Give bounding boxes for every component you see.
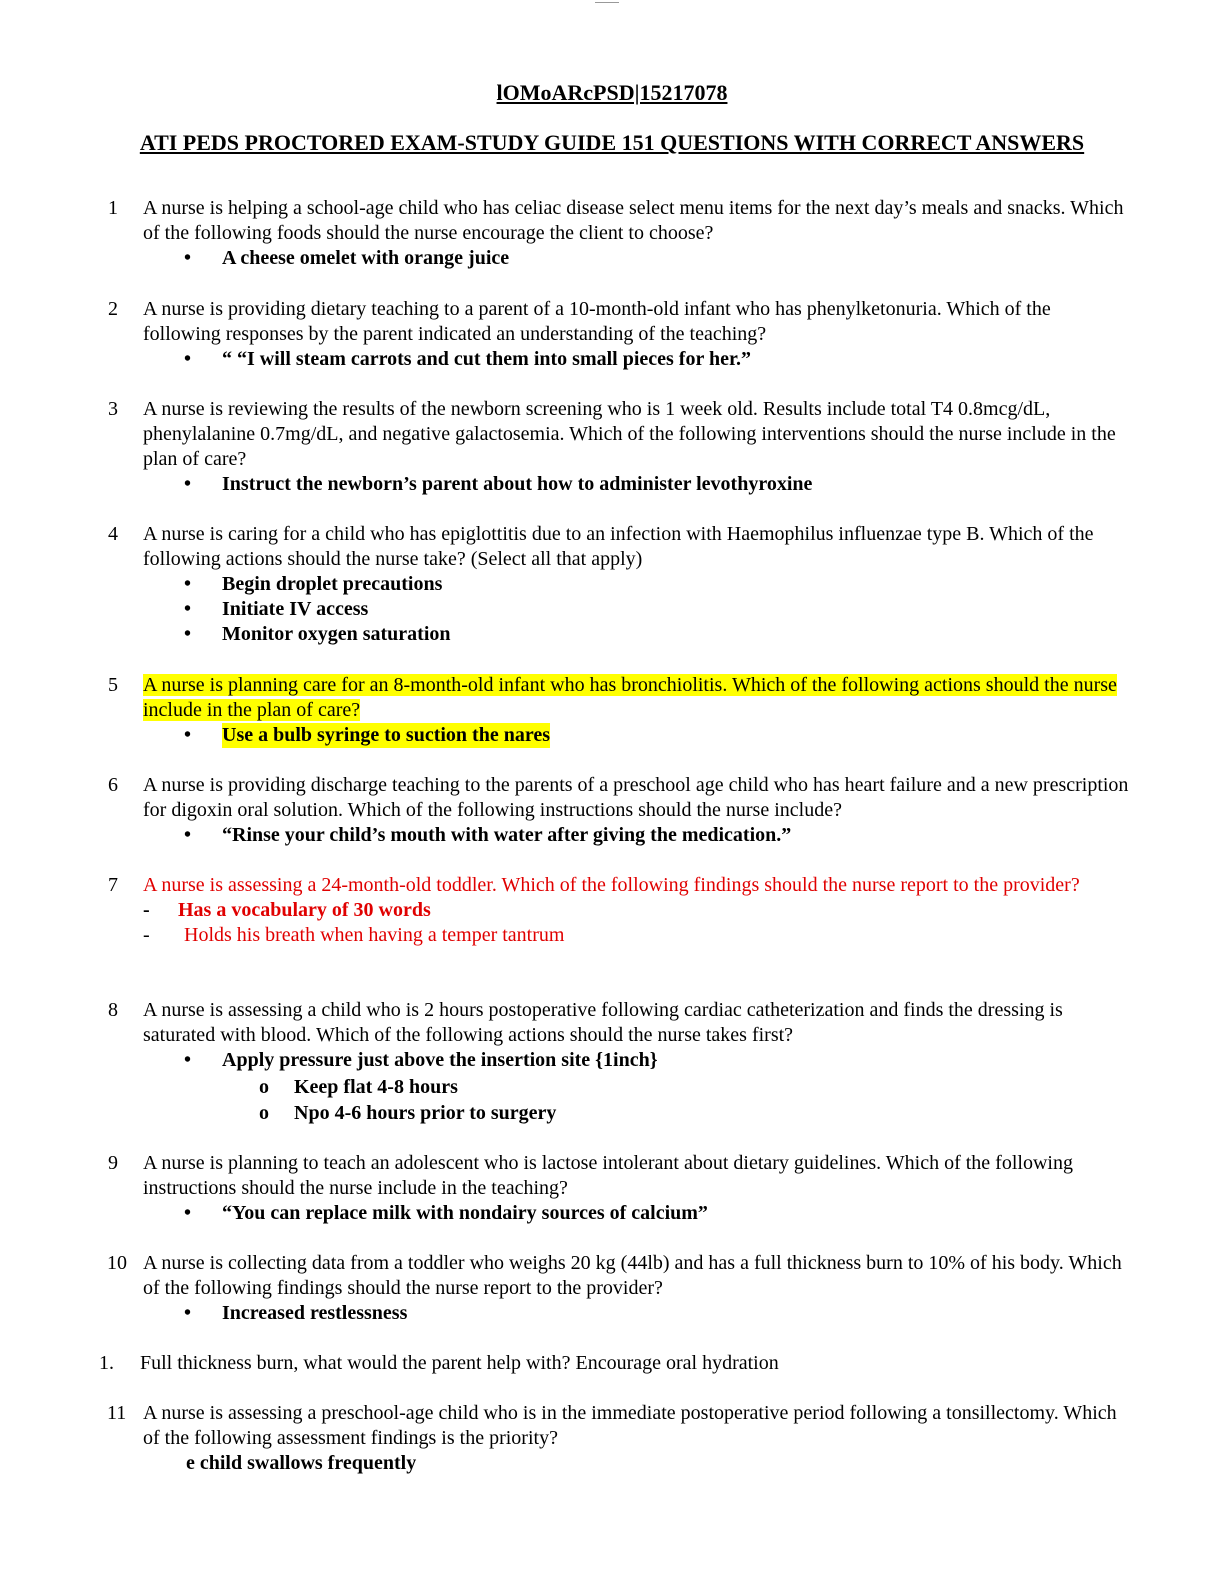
question-number: 10 <box>107 1252 127 1274</box>
question-number: 5 <box>108 674 118 696</box>
question-text: A nurse is collecting data from a toddler who weighs 20 kg (44lb) and has a full thickness burn to 10% of his body. Which of the following findings should the nurse report to the provider? <box>143 1252 1122 1299</box>
page-top-mark <box>595 0 619 3</box>
question-text: A nurse is providing discharge teaching to the parents of a preschool age child who has heart failure and a new prescription for digoxin oral solution. Which of the following instructions should the nurse include? <box>143 774 1129 821</box>
question-number: 7 <box>108 874 118 896</box>
answer-text: A cheese omelet with orange juice <box>222 247 510 269</box>
answer-item <box>0 246 1224 271</box>
question-5 <box>0 673 1224 748</box>
answer-item <box>0 823 1224 848</box>
question-11 <box>0 1401 1224 1476</box>
answer-item <box>0 1048 1224 1073</box>
answer-item <box>0 622 1224 647</box>
question-number: 2 <box>108 298 118 320</box>
answer-item <box>0 1201 1224 1226</box>
answer-text: Apply pressure just above the insertion site {1inch} <box>222 1049 658 1071</box>
highlighted-text: A nurse is planning care for an 8-month-old infant who has bronchiolitis. Which of the following actions should the nurse include in the plan of care? <box>143 674 1117 721</box>
question-9 <box>0 1151 1224 1226</box>
bullet-icon: • <box>184 348 192 370</box>
answer-text: Monitor oxygen saturation <box>222 623 451 645</box>
question-text: A nurse is reviewing the results of the newborn screening who is 1 week old. Results include total T4 0.8mcg/dL, phenylalanine 0.7mg/dL, and negative galactosemia. Which of the following interventions should the nurse include in the plan of care? <box>143 398 1116 470</box>
sub-answer-item <box>0 1101 1224 1126</box>
answer-text: Instruct the newborn’s parent about how to administer levothyroxine <box>222 473 813 495</box>
question-number: 9 <box>108 1152 118 1174</box>
question-number: 4 <box>108 523 118 545</box>
document-title: ATI PEDS PROCTORED EXAM-STUDY GUIDE 151 QUESTIONS WITH CORRECT ANSWERS <box>139 130 1085 155</box>
dash-icon: - <box>143 924 150 946</box>
circle-icon: o <box>259 1076 269 1098</box>
bullet-icon: • <box>184 1202 192 1224</box>
question-7 <box>0 873 1224 948</box>
question-text: A nurse is assessing a 24-month-old toddler. Which of the following findings should the nurse report to the provider? <box>143 874 1080 896</box>
answer-text: Begin droplet precautions <box>222 573 443 595</box>
question-4 <box>0 522 1224 647</box>
bullet-icon: • <box>184 598 192 620</box>
question-text <box>143 673 1133 723</box>
question-2 <box>0 297 1224 372</box>
question-10 <box>0 1251 1224 1326</box>
question-text: A nurse is assessing a child who is 2 hours postoperative following cardiac catheterization and finds the dressing is saturated with blood. Which of the following actions should the nurse takes first? <box>143 999 1063 1046</box>
answer-text: “You can replace milk with nondairy sources of calcium” <box>222 1202 708 1224</box>
question-number: 1 <box>108 197 118 219</box>
question-number: 6 <box>108 774 118 796</box>
answer-text: “ “I will steam carrots and cut them into small pieces for her.” <box>222 348 752 370</box>
bullet-icon: • <box>184 247 192 269</box>
bullet-icon: • <box>184 473 192 495</box>
answer-item <box>0 898 1224 923</box>
question-text: A nurse is providing dietary teaching to a parent of a 10-month-old infant who has phenylketonuria. Which of the following responses by the parent indicated an understanding of the teaching? <box>143 298 1051 345</box>
answer-item <box>0 923 1224 948</box>
dash-icon: - <box>143 899 150 921</box>
circle-icon: o <box>259 1102 269 1124</box>
question-number: 3 <box>108 398 118 420</box>
question-3 <box>0 397 1224 497</box>
answer-text: Holds his breath when having a temper tantrum <box>184 924 565 946</box>
question-text: A nurse is helping a school-age child who has celiac disease select menu items for the next day’s meals and snacks. Which of the following foods should the nurse encourage the client to choose? <box>143 197 1124 244</box>
answer-text: Keep flat 4-8 hours <box>294 1076 458 1098</box>
answer-item <box>0 347 1224 372</box>
answer-text: Npo 4-6 hours prior to surgery <box>294 1102 557 1124</box>
bullet-icon: • <box>184 573 192 595</box>
answer-text: Initiate IV access <box>222 598 369 620</box>
answer-text: Has a vocabulary of 30 words <box>178 899 431 921</box>
answer-text: Use a bulb syringe to suction the nares <box>222 724 550 746</box>
bullet-icon: • <box>184 1049 192 1071</box>
bullet-icon: • <box>184 1302 192 1324</box>
answer-item <box>0 1301 1224 1326</box>
question-text: A nurse is assessing a preschool-age child who is in the immediate postoperative period following a tonsillectomy. Which of the following assessment findings is the priority? <box>143 1402 1117 1449</box>
document-id: lOMoARcPSD|15217078 <box>496 80 728 105</box>
question-8 <box>0 998 1224 1126</box>
answer-item <box>0 723 1224 748</box>
answer-item <box>0 597 1224 622</box>
question-6 <box>0 773 1224 848</box>
answer-text: “Rinse your child’s mouth with water after giving the medication.” <box>222 824 792 846</box>
question-number: 11 <box>107 1402 127 1424</box>
bullet-icon: • <box>184 724 192 746</box>
note-text: Full thickness burn, what would the parent help with? Encourage oral hydration <box>140 1352 779 1374</box>
answer-item <box>0 472 1224 497</box>
question-number: 8 <box>108 999 118 1021</box>
answer-item <box>0 572 1224 597</box>
bullet-icon: • <box>184 623 192 645</box>
note-item <box>0 1351 1224 1376</box>
question-text: A nurse is caring for a child who has epiglottitis due to an infection with Haemophilus influenzae type B. Which of the following actions should the nurse take? (Select all that apply) <box>143 523 1094 570</box>
answer-text: Increased restlessness <box>222 1302 408 1324</box>
sub-answer-item <box>0 1075 1224 1100</box>
bullet-icon: • <box>184 824 192 846</box>
answer-text: e child swallows frequently <box>186 1452 417 1474</box>
note-number: 1. <box>99 1352 114 1374</box>
question-1 <box>0 196 1224 271</box>
question-text: A nurse is planning to teach an adolescent who is lactose intolerant about dietary guidelines. Which of the following instructions should the nurse include in the teaching? <box>143 1152 1073 1199</box>
